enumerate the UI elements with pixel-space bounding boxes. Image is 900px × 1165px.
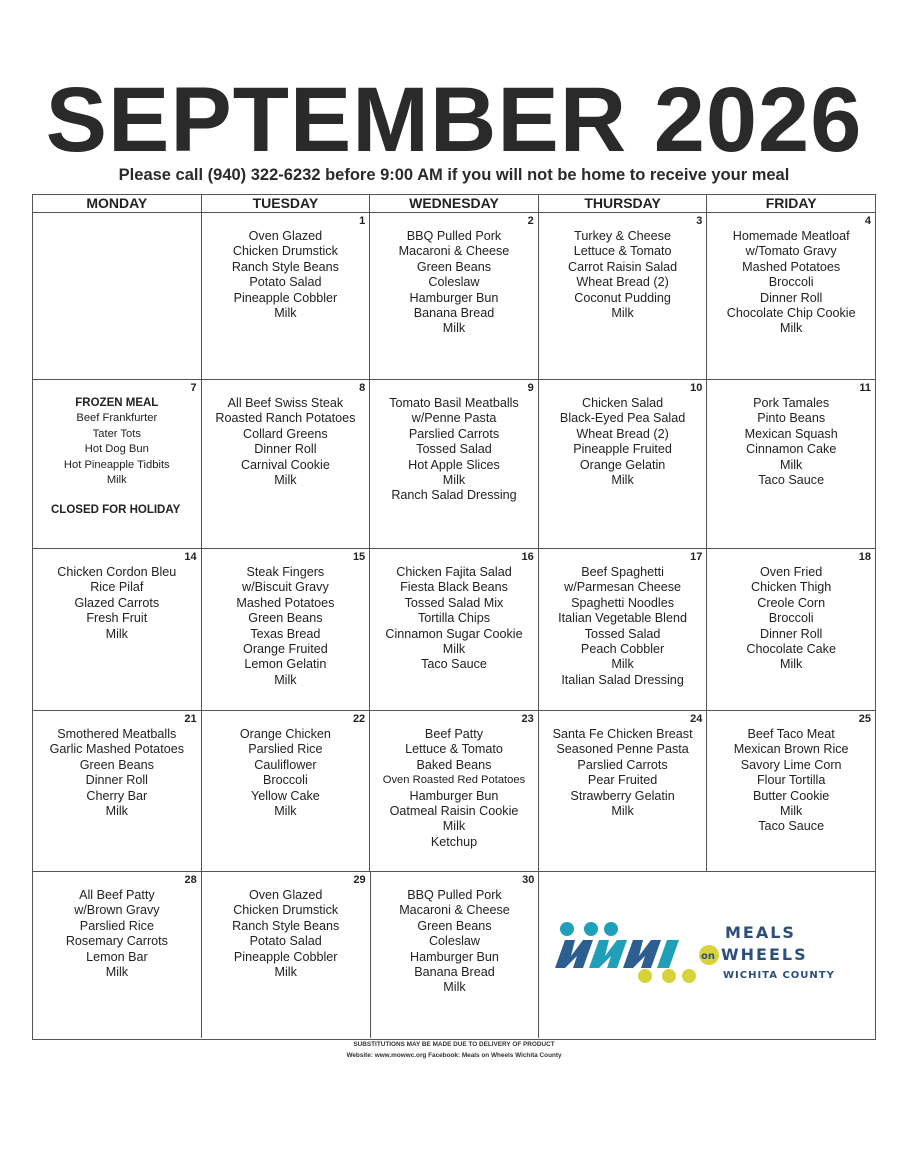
day-cell	[201, 872, 370, 1038]
menu-item: Turkey & Cheese	[574, 229, 671, 243]
menu-item: Tortilla Chips	[417, 611, 491, 626]
menu-item: Chicken Salad	[581, 396, 664, 410]
day-cell	[369, 213, 538, 379]
menu-item: Milk	[611, 473, 634, 488]
menu-item: Italian Vegetable Blend	[558, 611, 687, 626]
menu-item: Beef Patty	[424, 727, 484, 741]
menu-item: Pineapple Fruited	[573, 442, 672, 457]
logo-dot	[682, 969, 696, 983]
menu-item: Taco Sauce	[758, 819, 825, 834]
meals-on-wheels-logo	[549, 916, 869, 986]
menu-item: Green Beans	[417, 918, 492, 933]
menu-item: BBQ Pulled Pork	[406, 229, 502, 243]
day-cell	[706, 213, 875, 379]
day-cell	[369, 549, 538, 710]
day-number: 8	[359, 382, 366, 394]
menu-item: Black-Eyed Pea Salad	[559, 411, 686, 426]
menu-item: Milk	[105, 626, 128, 641]
day-cell	[706, 380, 875, 548]
menu-item: w/Biscuit Gravy	[242, 580, 329, 595]
menu-item: Oven Glazed	[248, 888, 323, 902]
menu-item: Mashed Potatoes	[742, 259, 841, 274]
day-cell	[538, 711, 707, 871]
menu-item: Beef Frankfurter	[76, 412, 158, 425]
menu-item: Hot Dog Bun	[84, 443, 149, 456]
day-cell	[538, 549, 707, 710]
menu-item: Milk	[779, 657, 803, 672]
menu-item: Pinto Beans	[757, 411, 826, 426]
menu-item: Cherry Bar	[86, 788, 148, 803]
menu-item: Tomato Basil Meatballs	[389, 396, 519, 410]
logo-m-shape	[555, 940, 593, 968]
menu-item: Creole Corn	[757, 595, 826, 610]
menu-item: Spaghetti Noodles	[571, 595, 675, 610]
menu-item: Fresh Fruit	[86, 611, 148, 626]
day-number: 23	[521, 713, 534, 725]
menu-item: Mexican Squash	[744, 426, 838, 441]
menu-item: Orange Fruited	[243, 642, 328, 657]
menu-item: Pear Fruited	[587, 773, 658, 788]
menu-item: Milk	[442, 321, 466, 336]
menu-item: Roasted Ranch Potatoes	[215, 411, 356, 426]
menu-item: Smothered Meatballs	[57, 727, 177, 741]
menu-item: Texas Bread	[250, 626, 321, 641]
day-number: 22	[352, 713, 366, 725]
menu-item: Milk	[274, 672, 297, 687]
menu-item: Banana Bread	[413, 306, 495, 321]
logo-dot	[638, 969, 652, 983]
menu-item: Broccoli	[768, 611, 814, 626]
logo-dot	[560, 922, 574, 936]
menu-item: Cauliflower	[254, 757, 317, 772]
menu-item: Glazed Carrots	[74, 595, 160, 610]
menu-item: Dinner Roll	[760, 290, 823, 305]
day-number: 9	[527, 382, 534, 394]
menu-item: Chicken Thigh	[751, 580, 832, 595]
page-title: SEPTEMBER 2026	[45, 69, 863, 171]
menu-item: Strawberry Gelatin	[570, 788, 675, 803]
logo-meals-text: MEALS	[725, 923, 797, 942]
menu-item: Hot Pineapple Tidbits	[63, 458, 170, 471]
week-row	[33, 872, 875, 1038]
menu-item: Butter Cookie	[753, 788, 830, 803]
menu-item: Dinner Roll	[85, 773, 148, 788]
menu-item: Oven Glazed	[248, 229, 323, 243]
menu-item: Tossed Salad	[584, 626, 661, 641]
logo-on-text: on	[701, 951, 716, 962]
day-number: 2	[527, 215, 534, 227]
menu-item: Rice Pilaf	[90, 580, 144, 595]
menu-item: Potato Salad	[249, 934, 322, 949]
menu-item: Steak Fingers	[246, 565, 325, 579]
menu-item: Oatmeal Raisin Cookie	[389, 804, 519, 819]
menu-item: Tater Tots	[92, 427, 141, 440]
header-tuesday: TUESDAY	[201, 195, 370, 212]
header-wednesday: WEDNESDAY	[369, 195, 538, 212]
header-thursday: THURSDAY	[538, 195, 707, 212]
menu-item: Hot Apple Slices	[408, 457, 500, 472]
menu-item: Milk	[106, 474, 127, 487]
menu-item: Milk	[442, 642, 466, 657]
menu-item: Lettuce & Tomato	[573, 244, 672, 259]
logo-m-shape	[589, 940, 627, 968]
menu-item: w/Tomato Gravy	[745, 244, 837, 259]
menu-item: Taco Sauce	[421, 657, 487, 672]
week-row	[33, 549, 875, 711]
logo-wheels-text: WHEELS	[721, 945, 809, 964]
menu-item: Milk	[779, 457, 803, 472]
menu-item: Chicken Cordon Bleu	[57, 565, 177, 579]
menu-item: Ranch Salad Dressing	[391, 488, 517, 503]
menu-item: Milk	[274, 965, 297, 980]
menu-item: Green Beans	[416, 259, 492, 274]
day-number: 21	[184, 713, 197, 725]
day-number: 25	[858, 713, 871, 725]
day-number: 15	[352, 551, 366, 563]
menu-item: Green Beans	[248, 611, 323, 626]
header-monday: MONDAY	[86, 195, 148, 211]
menu-item: Banana Bread	[414, 965, 495, 980]
menu-item: Dinner Roll	[760, 626, 823, 641]
day-cell	[33, 872, 201, 1038]
menu-item: w/Parmesan Cheese	[564, 580, 682, 595]
menu-item: Wheat Bread (2)	[576, 426, 669, 441]
day-number: 11	[859, 382, 871, 394]
menu-item: Flour Tortilla	[756, 773, 826, 788]
day-cell	[706, 711, 875, 871]
logo-dot	[604, 922, 618, 936]
day-cell	[706, 549, 875, 710]
menu-item: Coleslaw	[428, 934, 481, 949]
menu-item: Milk	[274, 306, 297, 321]
day-cell	[33, 380, 201, 548]
menu-item: Pork Tamales	[753, 396, 830, 410]
contact-info: Website: www.mowwc.org Facebook: Meals on Wheels Wichita County	[346, 1052, 562, 1059]
day-cell	[538, 380, 707, 548]
menu-item: Oven Fried	[760, 565, 823, 579]
day-number: 18	[858, 551, 871, 563]
menu-item: Savory Lime Corn	[740, 757, 842, 772]
menu-item: Carrot Raisin Salad	[567, 259, 678, 274]
menu-item: Milk	[611, 657, 634, 672]
day-number: 3	[696, 215, 703, 227]
day-number: 4	[864, 215, 871, 227]
logo-county-text: WICHITA COUNTY	[723, 970, 836, 981]
day-cell	[33, 549, 201, 710]
day-cell	[201, 213, 370, 379]
menu-item: Chocolate Chip Cookie	[726, 306, 856, 321]
menu-item: Parslied Rice	[248, 742, 323, 757]
header-friday: FRIDAY	[706, 195, 875, 212]
menu-item: Italian Salad Dressing	[561, 672, 684, 687]
menu-item: Oven Roasted Red Potatoes	[382, 774, 526, 787]
calendar-grid	[33, 213, 875, 1038]
menu-item: Fiesta Black Beans	[400, 580, 508, 595]
day-number: 14	[184, 551, 197, 563]
day-cell	[33, 213, 201, 379]
logo-m-shape	[657, 940, 679, 968]
menu-item: BBQ Pulled Pork	[407, 888, 502, 902]
menu-item: Beef Taco Meat	[747, 727, 835, 741]
day-cell	[538, 213, 707, 379]
menu-item: Parslied Carrots	[577, 757, 668, 772]
week-row	[33, 711, 875, 872]
day-cell	[201, 711, 370, 871]
logo-dot	[662, 969, 676, 983]
menu-item: Mashed Potatoes	[236, 595, 335, 610]
menu-item: Coleslaw	[428, 275, 480, 290]
call-notice: Please call (940) 322-6232 before 9:00 AM if you will not be home to receive your meal	[118, 166, 790, 184]
menu-item: Green Beans	[79, 757, 154, 772]
menu-item: Dinner Roll	[254, 442, 317, 457]
menu-item: Chicken Fajita Salad	[396, 565, 512, 579]
day-cell	[369, 711, 538, 871]
menu-item: Lettuce & Tomato	[405, 742, 503, 757]
menu-item: Peach Cobbler	[580, 642, 665, 657]
menu-item: Lemon Bar	[86, 949, 148, 964]
menu-item: Chicken Drumstick	[232, 244, 338, 259]
day-cell	[201, 549, 370, 710]
menu-item: Lemon Gelatin	[244, 657, 327, 672]
menu-item: Pineapple Cobbler	[233, 949, 338, 964]
menu-calendar	[32, 194, 876, 1040]
logo-dot	[584, 922, 598, 936]
day-cell	[33, 711, 201, 871]
logo-m-shape	[623, 940, 661, 968]
menu-item: Pineapple Cobbler	[233, 290, 338, 305]
menu-item: Milk	[442, 473, 466, 488]
menu-item: Broccoli	[768, 275, 814, 290]
day-number: 30	[522, 874, 535, 886]
menu-item: Orange Gelatin	[579, 457, 666, 472]
menu-item: Wheat Bread (2)	[576, 275, 669, 290]
menu-item: Milk	[105, 804, 128, 819]
menu-item: Potato Salad	[249, 275, 322, 290]
week-row	[33, 380, 875, 549]
menu-item: Milk	[442, 819, 466, 834]
menu-item: Milk	[274, 473, 297, 488]
menu-item: Coconut Pudding	[574, 290, 671, 305]
menu-item: Macaroni & Cheese	[398, 244, 510, 259]
menu-item: Cinnamon Sugar Cookie	[385, 626, 523, 641]
menu-item: Mexican Brown Rice	[733, 742, 849, 757]
menu-item: Milk	[105, 965, 129, 980]
substitutions-note: SUBSTITUTIONS MAY BE MADE DUE TO DELIVERY OF PRODUCT	[353, 1041, 555, 1048]
menu-item: Chocolate Cake	[746, 642, 836, 657]
menu-item: Cinnamon Cake	[746, 442, 837, 457]
menu-item: Hamburger Bun	[409, 788, 499, 803]
menu-item: Milk	[779, 321, 803, 336]
menu-item: Hamburger Bun	[410, 949, 499, 964]
day-number: 24	[690, 713, 703, 725]
weekday-header-row	[33, 195, 875, 213]
day-number: 28	[184, 874, 197, 886]
menu-item: Macaroni & Cheese	[399, 903, 510, 918]
day-number: 7	[190, 382, 197, 394]
menu-item: Milk	[611, 804, 634, 819]
menu-item: Parslied Rice	[79, 918, 154, 933]
week-row	[33, 213, 875, 380]
meal-heading: FROZEN MEAL	[75, 397, 159, 409]
menu-item: Rosemary Carrots	[65, 934, 168, 949]
menu-item: Hamburger Bun	[409, 290, 499, 305]
menu-item: Garlic Mashed Potatoes	[49, 742, 184, 757]
menu-item: Chicken Drumstick	[233, 903, 339, 918]
menu-item: Ranch Style Beans	[231, 259, 339, 274]
day-cell	[370, 872, 539, 1038]
day-cell	[201, 380, 370, 548]
holiday-note: CLOSED FOR HOLIDAY	[51, 504, 181, 517]
menu-item: Beef Spaghetti	[581, 565, 664, 579]
menu-item: All Beef Patty	[79, 888, 155, 902]
menu-item: Parslied Carrots	[408, 426, 500, 441]
menu-item: Orange Chicken	[239, 727, 331, 741]
menu-item: Broccoli	[262, 773, 308, 788]
day-number: 17	[690, 551, 703, 563]
menu-item: Milk	[443, 980, 466, 995]
menu-item: Santa Fe Chicken Breast	[552, 727, 693, 741]
menu-item: Taco Sauce	[758, 473, 825, 488]
menu-item: Baked Beans	[416, 757, 492, 772]
menu-item: Tossed Salad Mix	[404, 595, 504, 610]
menu-item: Carnival Cookie	[240, 457, 330, 472]
menu-item: Tossed Salad	[416, 442, 492, 457]
day-number: 10	[690, 382, 703, 394]
day-number: 1	[359, 215, 366, 227]
logo-cell	[538, 872, 875, 1038]
menu-item: All Beef Swiss Steak	[227, 396, 344, 410]
menu-item: Yellow Cake	[250, 788, 320, 803]
menu-item: w/Brown Gravy	[74, 903, 160, 918]
menu-item: Collard Greens	[243, 426, 328, 441]
menu-item: Seasoned Penne Pasta	[556, 742, 689, 757]
day-cell	[369, 380, 538, 548]
menu-item: Ketchup	[430, 834, 478, 849]
menu-item: Milk	[611, 306, 634, 321]
menu-item: Milk	[274, 804, 297, 819]
menu-item: Homemade Meatloaf	[732, 229, 850, 243]
menu-item: Ranch Style Beans	[232, 918, 340, 933]
menu-item: w/Penne Pasta	[411, 411, 497, 426]
day-number: 16	[521, 551, 534, 563]
day-number: 29	[353, 874, 366, 886]
menu-item: Milk	[779, 804, 803, 819]
